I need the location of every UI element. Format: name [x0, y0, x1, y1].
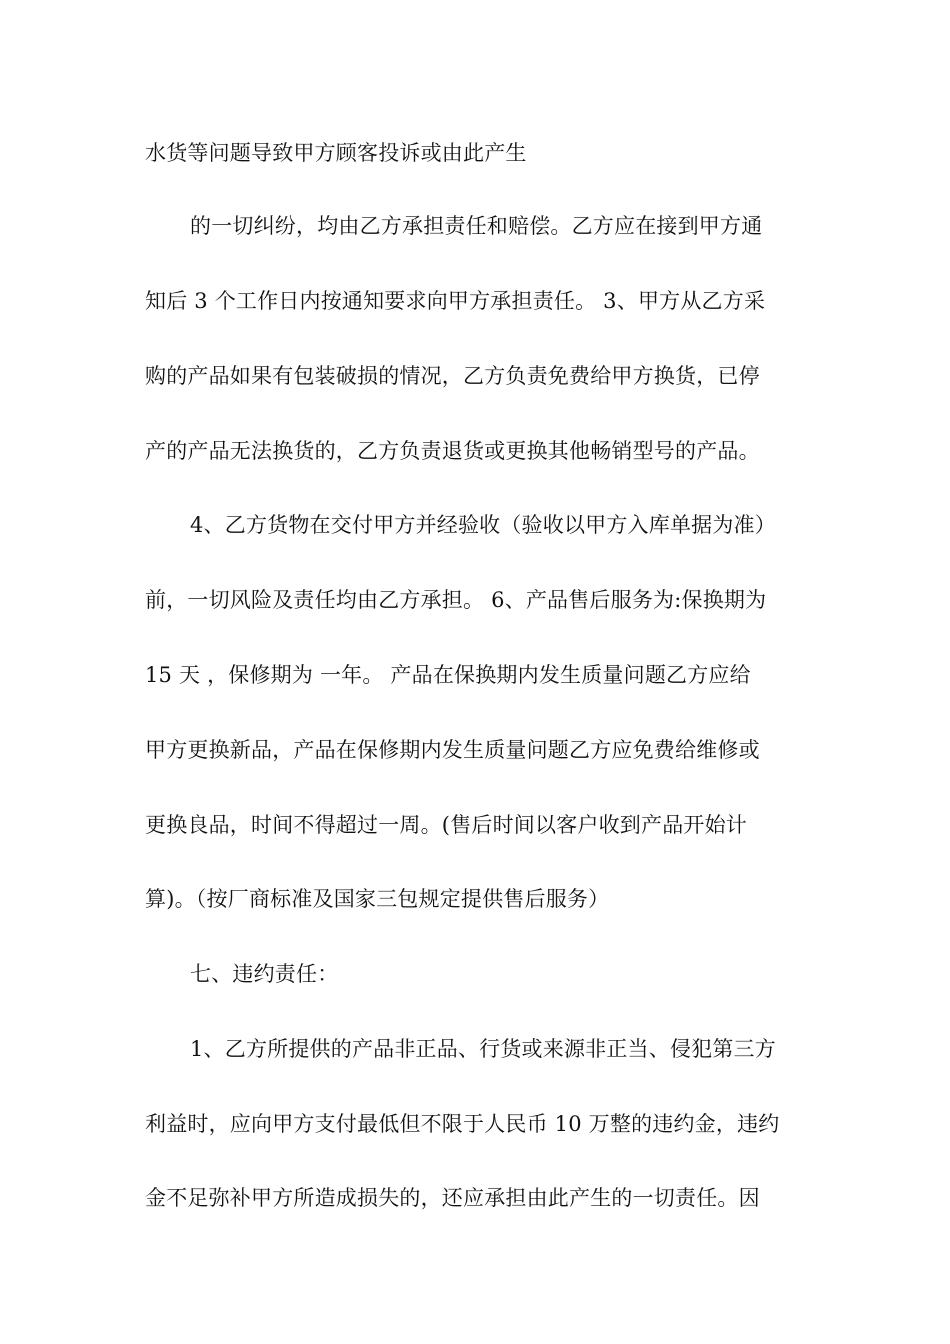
text-line-7: 前，一切风险及责任均由乙方承担。 6、产品售后服务为:保换期为 [145, 588, 767, 612]
text-line-5: 产的产品无法换货的，乙方负责退货或更换其他畅销型号的产品。 [145, 439, 760, 463]
text-line-2: 的一切纠纷，均由乙方承担责任和赔偿。乙方应在接到甲方通 [190, 214, 763, 238]
text-line-4: 购的产品如果有包装破损的情况，乙方负责免费给甲方换货，已停 [145, 364, 760, 388]
text-line-10: 更换良品，时间不得超过一周。(售后时间以客户收到产品开始计 [145, 813, 747, 837]
section-heading: 七、违约责任： [190, 962, 339, 986]
text-line-15: 金不足弥补甲方所造成损失的，还应承担由此产生的一切责任。因 [145, 1186, 760, 1210]
text-line-13: 1、乙方所提供的产品非正品、行货或来源非正当、侵犯第三方 [190, 1037, 776, 1061]
text-line-3: 知后 3 个工作日内按通知要求向甲方承担责任。 3、甲方从乙方采 [145, 289, 766, 313]
text-line-11: 算)。（按厂商标准及国家三包规定提供售后服务） [145, 887, 610, 911]
text-line-1: 水货等问题导致甲方顾客投诉或由此产生 [145, 141, 527, 165]
text-line-14: 利益时，应向甲方支付最低但不限于人民币 10 万整的违约金，违约 [145, 1112, 780, 1136]
text-line-8: 15 天 ，保修期为 一年。 产品在保换期内发生质量问题乙方应给 [145, 663, 751, 687]
text-line-9: 甲方更换新品，产品在保修期内发生质量问题乙方应免费给维修或 [145, 738, 760, 762]
text-line-6: 4、乙方货物在交付甲方并经验收（验收以甲方入库单据为准） [190, 513, 776, 537]
